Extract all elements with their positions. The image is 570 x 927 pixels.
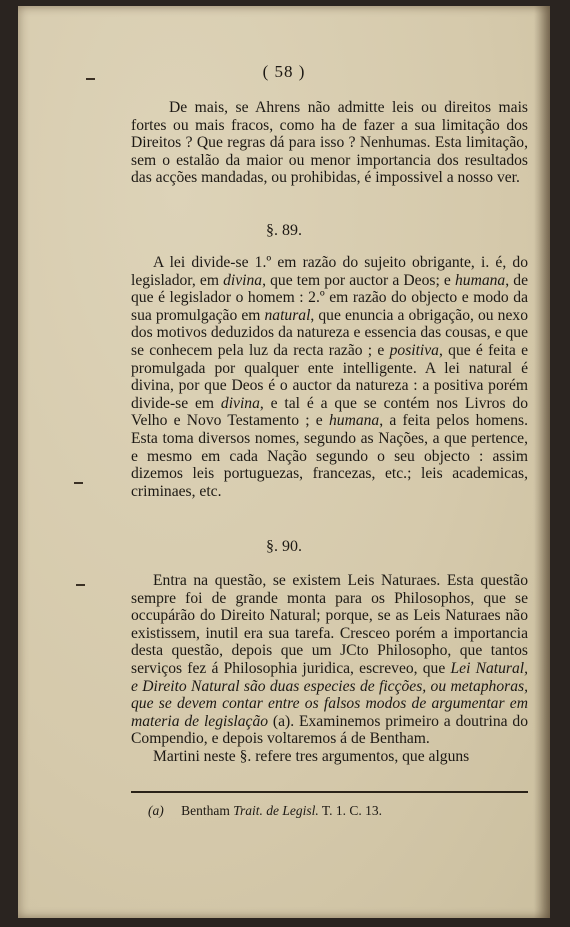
margin-mark — [76, 584, 85, 586]
footnote — [148, 803, 528, 819]
paragraph-90-run: (a). Examinemos primeiro a doutrina do Compendio, e depois voltaremos á de Bentham. — [131, 712, 528, 748]
section-heading-90: §. 90. — [266, 538, 302, 555]
paragraph-89-run: A lei divide-se 1.º em razão do sujeito obrigante, i. é, do legislador, em — [131, 254, 528, 289]
paragraph-90 — [131, 572, 528, 766]
paragraph-89-run: positiva — [389, 341, 439, 359]
paragraph-89-text — [131, 254, 528, 500]
paragraph-89-run: , de que é legislador o homem : 2.º em razão do objecto e modo da sua promulgação em — [131, 271, 528, 324]
section-heading-89: §. 89. — [266, 222, 302, 239]
intro-paragraph-text: De mais, se Ahrens não admitte leis ou direitos mais fortes ou mais fracos, como ha de fazer a sua limitação dos Direitos ? Que regras dá para isso ? Nenhumas. Esta limitação, sem o estalão da maior ou menor importancia dos resultados das acções mandadas, ou prohibidas, é impossivel a nosso ver. — [131, 99, 528, 187]
paragraph-89-run: natural — [264, 306, 311, 324]
paragraph-89-run: humana — [328, 412, 380, 430]
footnote-author: Bentham — [181, 803, 230, 818]
margin-mark — [74, 482, 83, 484]
paragraph-89-run: divina — [223, 271, 263, 289]
paragraph-90-run: Entra na questão, se existem Leis Naturaes. Esta questão sempre foi de grande monta para os Philosophos, que se occupárão do Direito Natural; porque, se as Leis Naturaes não existissem, inutil era sua tarefa. Cresceo porém a importancia desta questão, depois que um JCto Philosopho, que tantos serviços fez á Philosophia juridica, escreveo, que — [131, 572, 528, 677]
footnote-rule — [131, 791, 528, 793]
paragraph-89-run: humana — [454, 271, 506, 289]
footnote-mark: (a) — [148, 803, 164, 818]
footnote-work: Trait. de Legisl. — [233, 803, 319, 818]
paragraph-89-run: , que tem por auctor a Deos; e — [262, 271, 455, 289]
paragraph-last-text: Martini neste §. refere tres argumentos, que alguns — [153, 747, 470, 765]
intro-paragraph — [131, 99, 528, 187]
book-page — [18, 6, 550, 918]
paragraph-89-run: divina — [220, 394, 260, 412]
footnote-ref: T. 1. C. 13. — [321, 803, 383, 818]
paragraph-89-run: , que é feita e promulgada por qualquer ente intelligente. A lei natural é divina, por que Deos é o auctor da natureza : a positiva porém divide-se em — [131, 341, 528, 412]
paragraph-90-run: Lei Natural, e Direito Natural são duas especies de ficções, ou metaphoras, que se devem contar entre os falsos modos de argumentar em materia de legislação — [131, 659, 529, 730]
paragraph-89-run: , e tal é a que se contém nos Livros do Velho e Novo Testamento ; e — [131, 394, 528, 430]
page-number: ( 58 ) — [262, 62, 306, 81]
paragraph-89-run: , que enuncia a obrigação, ou nexo dos motivos deduzidos da natureza e essencia das cousas, e que se conhecem pela luz da recta razão ; e — [131, 306, 528, 359]
paragraph-90-text — [131, 572, 528, 748]
paragraph-89-run: , a feita pelos homens. Esta toma diversos nomes, segundo as Nações, a que pertence, e mesmo em cada Nação segundo o seu objecto : assim dizemos leis portuguezas, francezas, etc.; leis academicas, criminaes, etc. — [131, 412, 528, 500]
paragraph-89 — [131, 254, 528, 500]
page-spine-shadow — [534, 6, 550, 918]
